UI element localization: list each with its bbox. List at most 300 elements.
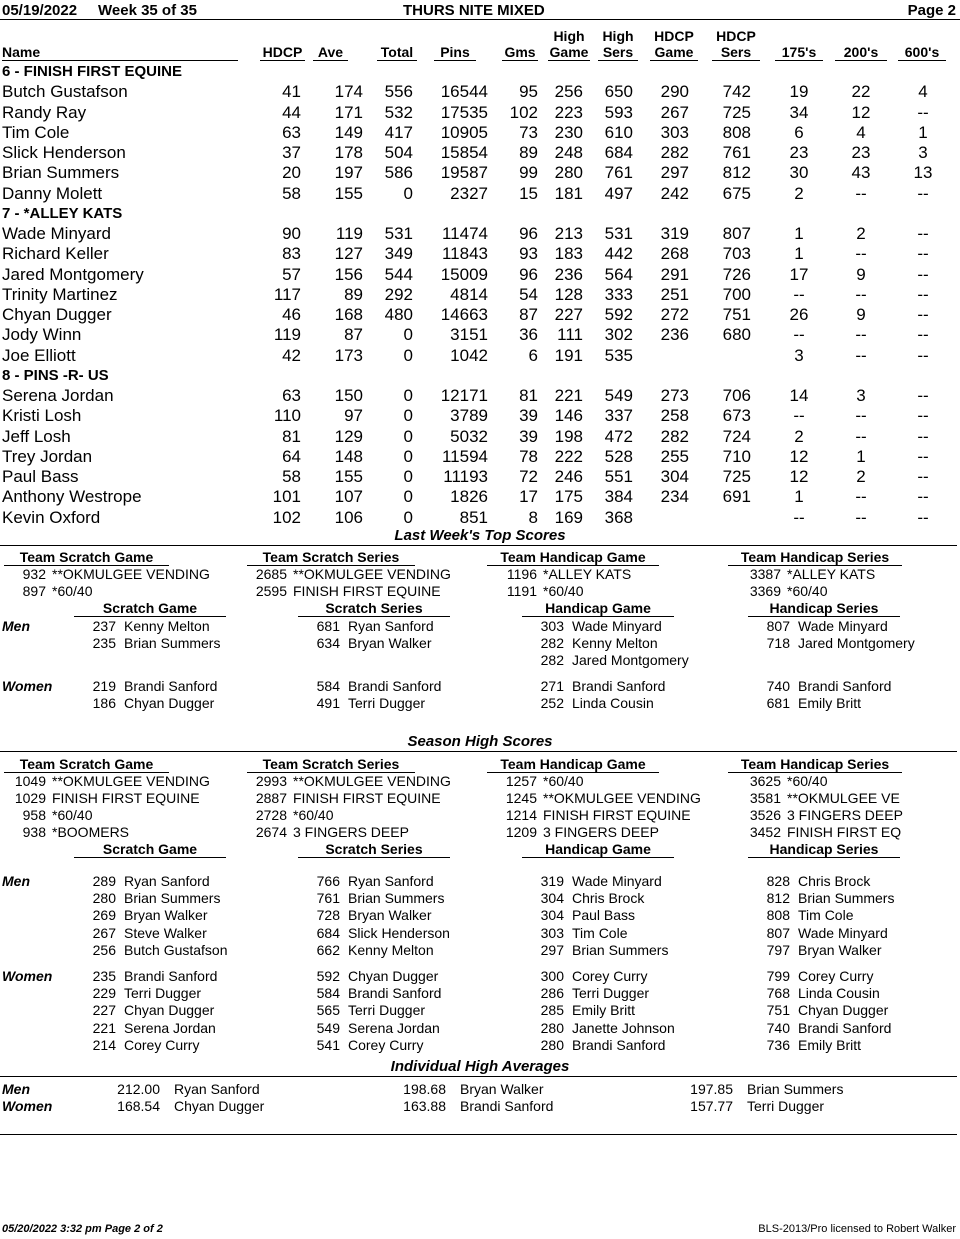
bowler-stat: 282 <box>660 143 689 162</box>
score-value: 808 <box>766 907 790 924</box>
table-row <box>0 325 960 345</box>
bowler-stat: -- <box>855 487 867 507</box>
bowler-name: Chyan Dugger <box>124 695 215 712</box>
bowler-stat: 12 <box>789 446 809 466</box>
bowler-stat: 2327 <box>450 183 488 203</box>
bowler-stat: 102 <box>272 507 301 527</box>
footer-rule <box>0 1134 957 1135</box>
bowler-name: Bryan Walker <box>348 907 432 924</box>
bowler-name: Tim Cole <box>2 122 70 142</box>
header-rule <box>0 19 960 20</box>
women-label: Women <box>2 1098 53 1114</box>
team-score-line <box>2 790 200 807</box>
bowler-name: Chyan Dugger <box>2 305 112 324</box>
score-value: 1245 <box>505 790 537 806</box>
bowler-stat: 535 <box>604 345 633 365</box>
average-line <box>685 1098 824 1115</box>
score-line <box>306 985 441 1002</box>
score-line <box>82 942 228 959</box>
bowler-stat: 742 <box>722 82 751 102</box>
last-week-title: Last Week's Top Scores <box>394 527 566 544</box>
table-row <box>0 508 960 528</box>
team-name: *60/40 <box>787 773 828 789</box>
team-score-line <box>485 790 701 807</box>
score-line <box>82 695 214 712</box>
score-value: 958 <box>22 807 46 823</box>
bowler-name: Paul Bass <box>2 467 79 486</box>
bowler-name: Emily Britt <box>798 695 861 712</box>
team-name: *60/40 <box>293 807 334 823</box>
bowler-stat: 706 <box>722 386 751 405</box>
col-hdcp-game: HDCP Game <box>650 28 698 61</box>
score-line <box>82 618 210 635</box>
individual-score-heading: Scratch Series <box>298 600 450 617</box>
bowler-name: Wade Minyard <box>2 224 111 243</box>
bowler-stat: -- <box>917 264 929 284</box>
bowler-name: Ryan Sanford <box>348 873 434 889</box>
bowler-stat: -- <box>855 507 867 527</box>
bowler-stat: 0 <box>403 507 413 527</box>
bowler-stat: 191 <box>554 345 583 365</box>
bowler-name: Brandi Sanford <box>124 968 218 984</box>
bowler-name: Butch Gustafson <box>124 941 228 958</box>
team-name: *60/40 <box>543 583 584 599</box>
report-date: 05/19/2022 <box>2 2 78 19</box>
score-line <box>306 907 432 924</box>
bowler-stat: 0 <box>403 487 413 507</box>
bowler-name: Slick Henderson <box>2 143 126 162</box>
bowler-stat: 16544 <box>440 82 488 102</box>
score-value: 235 <box>92 635 116 652</box>
table-row <box>0 487 960 507</box>
score-value: 271 <box>540 678 564 694</box>
score-value: 549 <box>316 1019 340 1036</box>
bowler-stat: 280 <box>554 163 583 183</box>
bowler-name: Jody Winn <box>2 325 82 345</box>
bowler-stat: 273 <box>660 386 689 405</box>
bowler-name: Corey Curry <box>798 968 874 984</box>
score-line <box>82 925 207 942</box>
bowler-stat: 236 <box>660 325 689 345</box>
team-name: *60/40 <box>543 773 584 789</box>
bowler-stat: 169 <box>554 507 583 527</box>
bowler-stat: 96 <box>519 264 538 284</box>
bowler-name: Emily Britt <box>798 1036 861 1053</box>
score-line <box>306 1020 440 1037</box>
bowler-name: Jared Montgomery <box>798 635 915 652</box>
bowler-stat: 11843 <box>441 244 488 264</box>
bowler-stat: 282 <box>660 426 689 446</box>
bowler-stat: 497 <box>604 183 633 203</box>
bowler-name: Bryan Walker <box>798 941 882 958</box>
bowler-stat: 17535 <box>440 102 488 122</box>
bowler-stat: 368 <box>604 507 633 527</box>
average-value: 212.00 <box>117 1081 160 1097</box>
score-line <box>306 968 438 985</box>
bowler-stat: 8 <box>528 507 538 527</box>
bowler-name: Brian Summers <box>2 163 120 183</box>
bowler-stat: 183 <box>554 244 583 264</box>
bowler-name: Jeff Losh <box>2 426 71 446</box>
bowler-stat: 290 <box>660 82 689 102</box>
score-value: 3452 <box>749 824 781 840</box>
bowler-name: Chyan Dugger <box>348 968 439 984</box>
bowler-stat: 63 <box>282 386 301 405</box>
bowler-name: Linda Cousin <box>798 985 880 1002</box>
bowler-stat: 9 <box>856 305 866 324</box>
score-value: 718 <box>766 635 790 652</box>
bowler-name: Brandi Sanford <box>124 678 218 694</box>
bowler-stat: 710 <box>722 446 751 466</box>
bowler-stat: 761 <box>604 163 633 183</box>
bowler-stat: 751 <box>722 305 751 324</box>
bowler-stat: 4814 <box>450 284 488 304</box>
col-175s: 175's <box>775 44 823 61</box>
score-line <box>530 652 689 669</box>
bowler-stat: 650 <box>604 82 633 102</box>
score-value: 303 <box>540 618 564 634</box>
bowler-name: Serena Jordan <box>2 386 114 405</box>
bowler-stat: -- <box>917 102 929 122</box>
bowler-stat: 291 <box>660 264 689 284</box>
average-line <box>112 1081 260 1098</box>
bowler-stat: -- <box>917 284 929 304</box>
team-name: 7 - *ALLEY KATS <box>2 204 123 222</box>
bowler-stat: 236 <box>554 264 583 284</box>
score-value: 584 <box>316 985 340 1002</box>
score-line <box>530 1037 665 1054</box>
score-value: 256 <box>92 941 116 958</box>
score-value: 285 <box>540 1002 564 1019</box>
bowler-stat: 724 <box>722 426 751 446</box>
score-line <box>756 618 888 635</box>
bowler-stat: 10905 <box>440 122 488 142</box>
bowler-stat: -- <box>917 345 929 365</box>
season-rule <box>0 751 957 752</box>
bowler-stat: 0 <box>403 467 413 486</box>
bowler-stat: 2 <box>794 426 804 446</box>
bowler-stat: 156 <box>334 264 363 284</box>
bowler-stat: 64 <box>282 446 301 466</box>
bowler-stat: 213 <box>554 224 583 243</box>
bowler-stat: -- <box>793 284 805 304</box>
bowler-stat: -- <box>917 183 929 203</box>
bowler-stat: -- <box>855 426 867 446</box>
bowler-stat: 531 <box>384 224 413 243</box>
bowler-stat: 2 <box>856 467 866 486</box>
bowler-name: Corey Curry <box>572 968 648 984</box>
bowler-name: Terri Dugger <box>747 1098 825 1114</box>
individual-score-heading: Scratch Game <box>74 841 226 858</box>
team-name: *BOOMERS <box>52 824 130 840</box>
average-line <box>398 1098 553 1115</box>
team-name: FINISH FIRST EQUINE <box>293 790 441 806</box>
score-value: 491 <box>316 695 340 712</box>
table-row <box>0 103 960 123</box>
team-score-line <box>726 773 827 790</box>
score-line <box>756 695 861 712</box>
bowler-stat: 96 <box>519 224 538 243</box>
bowler-stat: 726 <box>722 264 751 284</box>
score-value: 1209 <box>505 824 537 840</box>
bowler-name: Bryan Walker <box>348 635 432 652</box>
score-line <box>530 1020 675 1037</box>
team-name: *ALLEY KATS <box>543 566 632 582</box>
averages-rule <box>0 1076 957 1077</box>
bowler-stat: 41 <box>282 82 301 102</box>
bowler-stat: 807 <box>722 224 751 243</box>
team-score-line <box>726 824 901 841</box>
bowler-name: Tim Cole <box>798 907 854 924</box>
average-value: 168.54 <box>117 1098 160 1114</box>
team-score-line <box>245 583 441 600</box>
bowler-stat: 703 <box>722 244 751 264</box>
bowler-stat: 12 <box>851 102 871 122</box>
score-line <box>82 1002 214 1019</box>
bowler-name: Tim Cole <box>572 924 628 941</box>
team-score-line <box>245 807 333 824</box>
team-score-heading: Team Handicap Game <box>487 549 659 566</box>
bowler-name: Bryan Walker <box>460 1081 544 1097</box>
bowler-stat: 556 <box>384 82 413 102</box>
bowler-name: Joe Elliott <box>2 345 76 365</box>
bowler-stat: 480 <box>384 305 413 324</box>
average-line <box>398 1081 544 1098</box>
bowler-stat: -- <box>917 305 929 324</box>
bowler-name: Steve Walker <box>124 924 207 941</box>
score-value: 214 <box>92 1036 116 1053</box>
score-value: 280 <box>540 1036 564 1053</box>
score-value: 2685 <box>255 566 287 582</box>
score-value: 3387 <box>749 566 781 582</box>
bowler-stat: 222 <box>554 446 583 466</box>
bowler-stat: 5032 <box>450 426 488 446</box>
score-line <box>530 890 644 907</box>
bowler-stat: 1826 <box>450 487 488 507</box>
bowler-stat: 43 <box>851 163 871 183</box>
average-line <box>685 1081 843 1098</box>
bowler-stat: 44 <box>282 102 301 122</box>
bowler-stat: -- <box>793 406 805 426</box>
score-value: 1196 <box>506 566 537 582</box>
bowler-stat: 297 <box>660 163 689 183</box>
score-value: 740 <box>766 1019 790 1036</box>
bowler-stat: 128 <box>554 284 583 304</box>
score-value: 219 <box>92 678 116 694</box>
score-value: 304 <box>540 890 564 907</box>
bowler-stat: 673 <box>722 406 751 426</box>
score-line <box>306 618 434 635</box>
col-hdcp: HDCP <box>260 44 305 61</box>
score-value: 812 <box>766 890 790 907</box>
bowler-stat: -- <box>917 467 929 486</box>
team-name: 8 - PINS -R- US <box>2 366 109 384</box>
bowler-stat: 42 <box>282 345 301 365</box>
team-score-line <box>245 790 441 807</box>
score-line <box>530 985 649 1002</box>
bowler-stat: 119 <box>335 224 363 243</box>
score-value: 662 <box>316 941 340 958</box>
bowler-stat: 761 <box>722 143 751 162</box>
table-row <box>0 224 960 244</box>
bowler-stat: 3789 <box>450 406 488 426</box>
bowler-name: Jared Montgomery <box>572 652 689 669</box>
bowler-stat: 333 <box>604 284 633 304</box>
bowler-stat: 9 <box>856 264 866 284</box>
bowler-stat: 442 <box>604 244 633 264</box>
bowler-stat: 81 <box>282 426 301 446</box>
bowler-stat: 72 <box>519 467 538 486</box>
men-label: Men <box>2 873 30 889</box>
team-score-line <box>485 773 583 790</box>
score-value: 319 <box>540 873 564 889</box>
score-value: 1257 <box>505 773 537 789</box>
footer-license: BLS-2013/Pro licensed to Robert Walker <box>758 1223 956 1235</box>
score-value: 2674 <box>255 824 287 840</box>
team-score-line <box>2 824 129 841</box>
bowler-stat: -- <box>917 507 929 527</box>
team-score-line <box>485 807 691 824</box>
bowler-stat: 119 <box>273 325 301 345</box>
score-value: 728 <box>316 907 340 924</box>
col-high-game: High Game <box>549 28 589 60</box>
team-score-line <box>485 583 583 600</box>
team-name: **OKMULGEE VENDING <box>293 566 451 582</box>
bowler-stat: 155 <box>334 467 363 486</box>
col-high-sers: High Sers <box>598 28 638 61</box>
bowler-stat: 19587 <box>440 163 488 183</box>
bowler-name: Randy Ray <box>2 102 87 122</box>
bowler-stat: 12171 <box>440 386 488 405</box>
bowler-name: Corey Curry <box>124 1036 200 1053</box>
bowler-stat: 4 <box>918 82 928 102</box>
bowler-stat: 0 <box>403 325 413 345</box>
team-score-line <box>726 583 827 600</box>
score-value: 681 <box>766 695 790 712</box>
bowler-stat: -- <box>917 386 929 405</box>
bowler-name: Jared Montgomery <box>2 264 144 284</box>
table-row <box>0 305 960 325</box>
bowler-stat: 155 <box>334 183 363 203</box>
score-line <box>530 873 662 890</box>
bowler-stat: 168 <box>334 305 363 324</box>
bowler-name: Ryan Sanford <box>348 618 434 634</box>
bowler-name: Terri Dugger <box>348 695 426 712</box>
score-line <box>82 678 217 695</box>
bowler-stat: 12 <box>789 467 809 486</box>
bowler-stat: 349 <box>384 244 413 264</box>
score-line <box>756 635 915 652</box>
bowler-name: Brandi Sanford <box>348 678 442 694</box>
team-name: *ALLEY KATS <box>787 566 876 582</box>
bowler-name: Anthony Westrope <box>2 487 142 507</box>
bowler-stat: 0 <box>403 426 413 446</box>
bowler-stat: -- <box>917 224 929 243</box>
bowler-stat: -- <box>917 487 929 507</box>
bowler-stat: 93 <box>519 244 538 264</box>
averages-title: Individual High Averages <box>390 1058 570 1075</box>
table-row <box>0 265 960 285</box>
team-name: **OKMULGEE VENDING <box>52 566 210 582</box>
score-line <box>756 942 882 959</box>
score-value: 684 <box>316 924 340 941</box>
bowler-name: Chris Brock <box>798 873 871 889</box>
score-value: 237 <box>92 618 116 634</box>
bowler-name: Chyan Dugger <box>174 1098 265 1114</box>
bowler-stat: 111 <box>557 325 583 345</box>
score-value: 2993 <box>255 773 287 789</box>
bowler-stat: 87 <box>344 325 363 345</box>
bowler-name: Kenny Melton <box>348 941 434 958</box>
score-value: 282 <box>540 635 564 652</box>
bowler-stat: 107 <box>334 487 363 507</box>
team-name: *60/40 <box>787 583 828 599</box>
team-score-line <box>245 773 451 790</box>
score-line <box>756 873 870 890</box>
bowler-stat: 81 <box>519 386 538 405</box>
score-line <box>530 1002 635 1019</box>
bowler-name: Terri Dugger <box>348 1002 426 1019</box>
bowler-stat: 337 <box>604 406 633 426</box>
team-score-line <box>726 566 875 583</box>
team-score-line <box>2 566 210 583</box>
score-line <box>82 907 208 924</box>
bowler-stat: 17 <box>519 487 538 507</box>
last-week-rule <box>0 545 957 546</box>
score-value: 938 <box>22 824 46 840</box>
individual-score-heading: Handicap Series <box>748 841 900 858</box>
bowler-stat: 57 <box>282 264 301 284</box>
bowler-stat: -- <box>793 325 805 345</box>
score-value: 3369 <box>749 583 781 599</box>
bowler-stat: 680 <box>722 325 751 345</box>
bowler-stat: 258 <box>660 406 689 426</box>
score-value: 807 <box>766 618 790 634</box>
bowler-name: Wade Minyard <box>572 618 662 634</box>
bowler-stat: -- <box>917 244 929 264</box>
score-value: 565 <box>316 1002 340 1019</box>
bowler-stat: 234 <box>660 487 689 507</box>
bowler-stat: 0 <box>403 406 413 426</box>
season-title: Season High Scores <box>407 733 553 750</box>
team-name: **OKMULGEE VE <box>787 790 900 806</box>
bowler-stat: 272 <box>660 305 689 324</box>
col-600s: 600's <box>898 44 946 61</box>
score-value: 584 <box>316 678 340 694</box>
bowler-stat: -- <box>855 345 867 365</box>
score-line <box>306 925 450 942</box>
score-value: 807 <box>766 924 790 941</box>
bowler-stat: 3 <box>918 143 928 162</box>
bowler-stat: 90 <box>282 224 301 243</box>
average-value: 157.77 <box>690 1098 733 1114</box>
score-value: 2728 <box>255 807 287 823</box>
women-label: Women <box>2 678 53 694</box>
table-row <box>0 184 960 204</box>
team-score-line <box>726 790 900 807</box>
bowler-name: Trinity Martinez <box>2 284 118 304</box>
bowler-stat: 504 <box>384 143 413 162</box>
bowler-stat: 1042 <box>450 345 488 365</box>
bowler-stat: 255 <box>660 446 689 466</box>
bowler-stat: 15 <box>519 183 538 203</box>
bowler-stat: -- <box>917 325 929 345</box>
bowler-stat: 99 <box>519 163 538 183</box>
bowler-name: Brandi Sanford <box>798 678 892 694</box>
men-label: Men <box>2 1081 30 1097</box>
bowler-stat: 267 <box>660 102 689 122</box>
score-value: 300 <box>540 968 564 984</box>
